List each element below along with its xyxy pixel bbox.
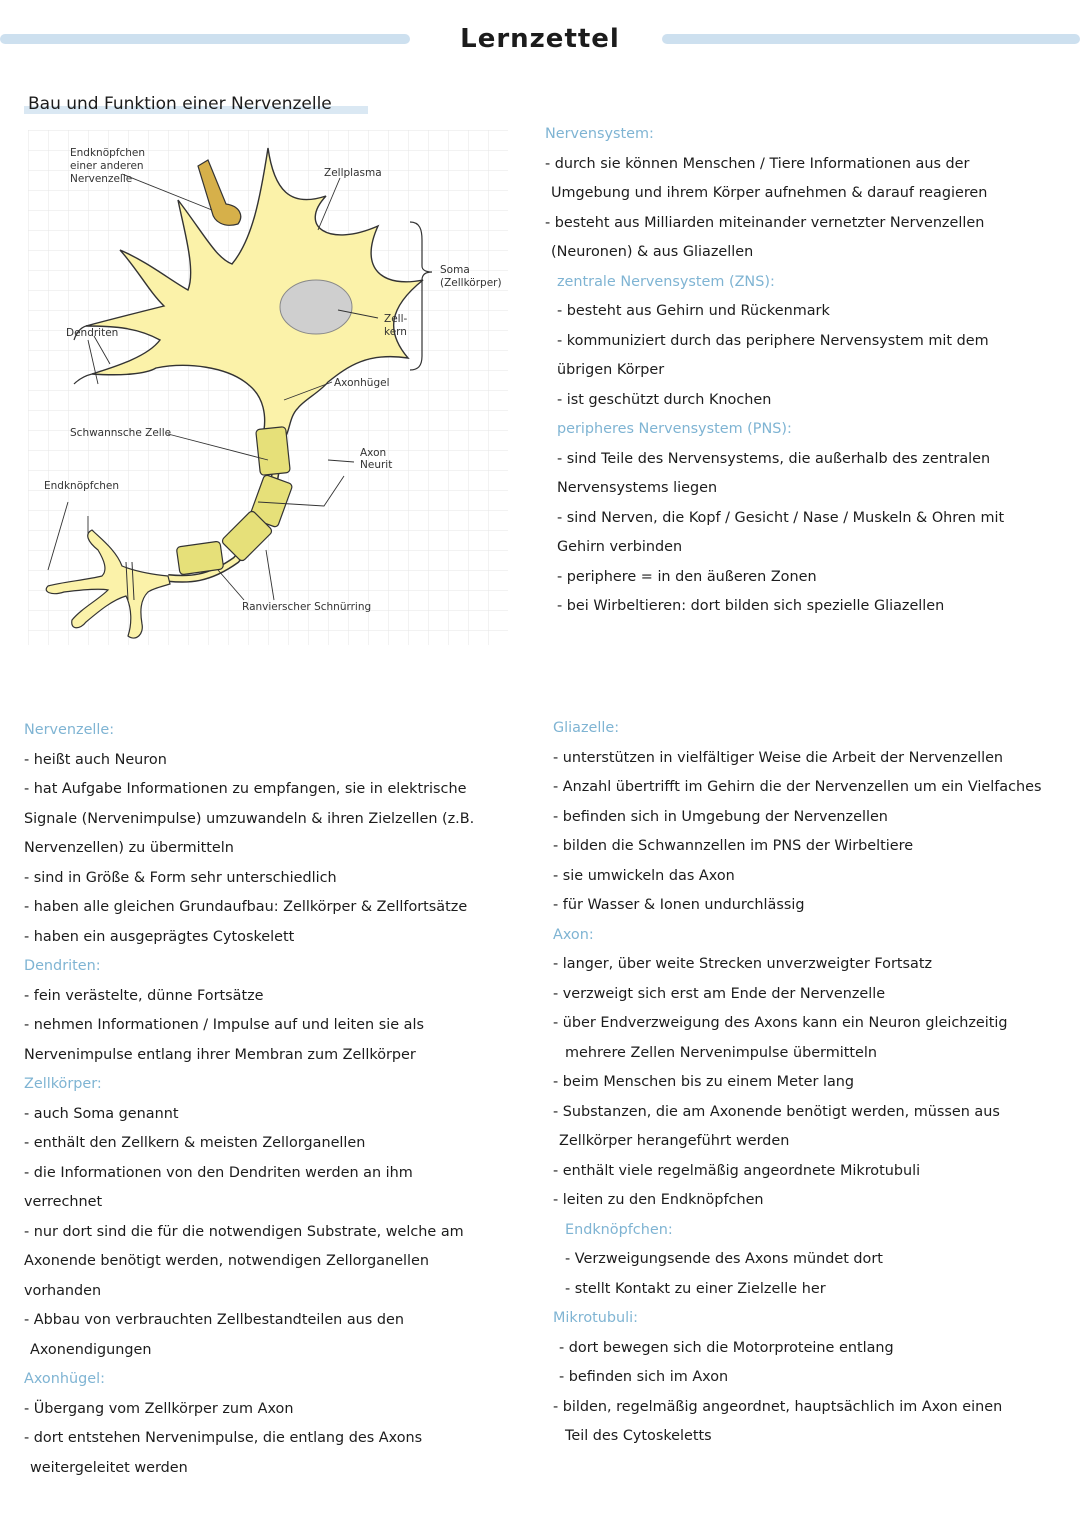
label-nucleus-line1: Zell- [384,313,408,325]
note-line: - Substanzen, die am Axonende benötigt werden, müssen aus [553,1103,1000,1120]
note-line: Axonendigungen [30,1341,152,1358]
label-terminal-other-line2: einer anderen [70,160,144,172]
note-line: - besteht aus Milliarden miteinander vernetzter Nervenzellen [545,214,985,231]
note-line: (Neuronen) & aus Gliazellen [551,244,754,260]
label-dendrites: Dendriten [66,327,119,339]
note-line: - bilden die Schwannzellen im PNS der Wirbeltiere [553,838,914,854]
label-axon-hillock: Axonhügel [334,377,390,389]
note-line: - Übergang vom Zellkörper zum Axon [24,1400,294,1417]
note-heading: Mikrotubuli: [553,1310,639,1326]
note-line: - unterstützen in vielfältiger Weise die Arbeit der Nervenzellen [553,749,1004,766]
nucleus-shape [280,280,352,334]
note-heading: peripheres Nervensystem (PNS): [557,421,792,437]
note-line: - sie umwickeln das Axon [553,867,735,884]
note-line: - stellt Kontakt zu einer Zielzelle her [565,1280,826,1297]
note-line: - über Endverzweigung des Axons kann ein Neuron gleichzeitig [553,1015,1008,1031]
note-line: Zellkörper herangeführt werden [559,1133,790,1149]
note-line: - Abbau von verbrauchten Zellbestandteilen aus den [24,1312,404,1328]
note-line: - auch Soma genannt [24,1105,179,1122]
note-line: - bei Wirbeltieren: dort bilden sich spezielle Gliazellen [557,598,945,614]
note-line: - sind in Größe & Form sehr unterschiedlich [24,869,337,886]
note-line: verrechnet [24,1194,103,1210]
neuron-diagram [28,130,508,645]
label-terminal-other-line3: Nervenzelle [70,173,133,185]
note-line: - nehmen Informationen / Impulse auf und leiten sie als [24,1017,424,1033]
note-line: Gehirn verbinden [557,539,683,555]
notes-nervous-system [545,120,1004,622]
note-line: - hat Aufgabe Informationen zu empfangen, sie in elektrische [24,781,467,797]
note-line: - langer, über weite Strecken unverzweigter Fortsatz [553,956,933,972]
label-soma-line2: (Zellkörper) [440,277,502,289]
note-line: - befinden sich im Axon [559,1369,729,1385]
note-heading: Gliazelle: [553,720,620,736]
label-terminals: Endknöpfchen [44,480,120,492]
label-axon-line1: Axon [360,447,387,459]
note-line: - Anzahl übertrifft im Gehirn die der Nervenzellen um ein Vielfaches [553,779,1042,795]
note-line: - beim Menschen bis zu einem Meter lang [553,1074,855,1090]
page-title: Lernzettel [460,24,620,54]
note-line: Umgebung und ihrem Körper aufnehmen & darauf reagieren [551,185,988,201]
note-line: - haben alle gleichen Grundaufbau: Zellkörper & Zellfortsätze [24,899,468,915]
note-line: - besteht aus Gehirn und Rückenmark [557,303,830,319]
note-line: - befinden sich in Umgebung der Nervenzellen [553,808,888,825]
note-line: Nervenzellen) zu übermitteln [24,840,234,856]
note-line: Signale (Nervenimpulse) umzuwandeln & ihren Zielzellen (z.B. [24,810,475,827]
note-line: weitergeleitet werden [30,1459,188,1476]
note-line: - die Informationen von den Dendriten werden an ihm [24,1164,413,1181]
note-heading: Nervensystem: [545,126,654,142]
label-cytoplasm: Zellplasma [324,167,382,179]
note-line: - sind Teile des Nervensystems, die außerhalb des zentralen [557,450,991,467]
note-heading: Axonhügel: [24,1371,105,1387]
note-line: - enthält viele regelmäßig angeordnete Mikrotubuli [553,1162,921,1179]
note-line: Teil des Cytoskeletts [565,1428,712,1444]
note-line: - durch sie können Menschen / Tiere Informationen aus der [545,155,970,172]
note-heading: Nervenzelle: [24,722,115,738]
note-line: - enthält den Zellkern & meisten Zellorganellen [24,1135,366,1151]
note-line: - haben ein ausgeprägtes Cytoskelett [24,928,295,945]
note-line: übrigen Körper [557,362,665,378]
note-line: Nervensystems liegen [557,480,718,496]
note-heading: Endknöpfchen: [565,1221,673,1238]
note-line: - ist geschützt durch Knochen [557,391,772,408]
note-line: - Verzweigungsende des Axons mündet dort [565,1251,883,1267]
note-line: - dort bewegen sich die Motorproteine entlang [559,1339,894,1356]
notes-glia-axon [553,714,1042,1452]
note-line: - sind Nerven, die Kopf / Gesicht / Nase / Muskeln & Ohren mit [557,509,1005,526]
note-line: - heißt auch Neuron [24,751,167,768]
note-line: vorhanden [24,1282,102,1299]
label-ranvier: Ranvierscher Schnürring [242,601,372,613]
note-line: - dort entstehen Nervenimpulse, die entlang des Axons [24,1430,423,1446]
note-line: - periphere = in den äußeren Zonen [557,568,817,585]
section-subheading: Bau und Funktion einer Nervenzelle [28,94,332,114]
label-terminal-other-line1: Endknöpfchen [70,147,146,159]
notes-nerve-cell [24,716,474,1483]
note-line: - verzweigt sich erst am Ende der Nervenzelle [553,985,886,1002]
note-heading: Axon: [553,926,594,943]
note-heading: zentrale Nervensystem (ZNS): [557,273,775,290]
label-nucleus-line2: kern [384,326,407,338]
note-line: - fein verästelte, dünne Fortsätze [24,987,264,1004]
note-line: - nur dort sind die für die notwendigen Substrate, welche am [24,1223,464,1240]
note-line: Axonende benötigt werden, notwendigen Zellorganellen [24,1253,430,1269]
note-line: mehrere Zellen Nervenimpulse übermitteln [565,1044,877,1061]
note-heading: Zellkörper: [24,1076,102,1092]
label-schwann: Schwannsche Zelle [70,427,172,439]
note-line: - kommuniziert durch das periphere Nervensystem mit dem [557,332,989,349]
note-heading: Dendriten: [24,958,101,974]
note-line: - leiten zu den Endknöpfchen [553,1192,764,1208]
note-line: Nervenimpulse entlang ihrer Membran zum Zellkörper [24,1046,416,1063]
label-soma-line1: Soma [440,264,470,276]
label-axon-line2: Neurit [360,459,393,471]
note-line: - bilden, regelmäßig angeordnet, hauptsächlich im Axon einen [553,1398,1003,1415]
note-line: - für Wasser & Ionen undurchlässig [553,897,805,913]
